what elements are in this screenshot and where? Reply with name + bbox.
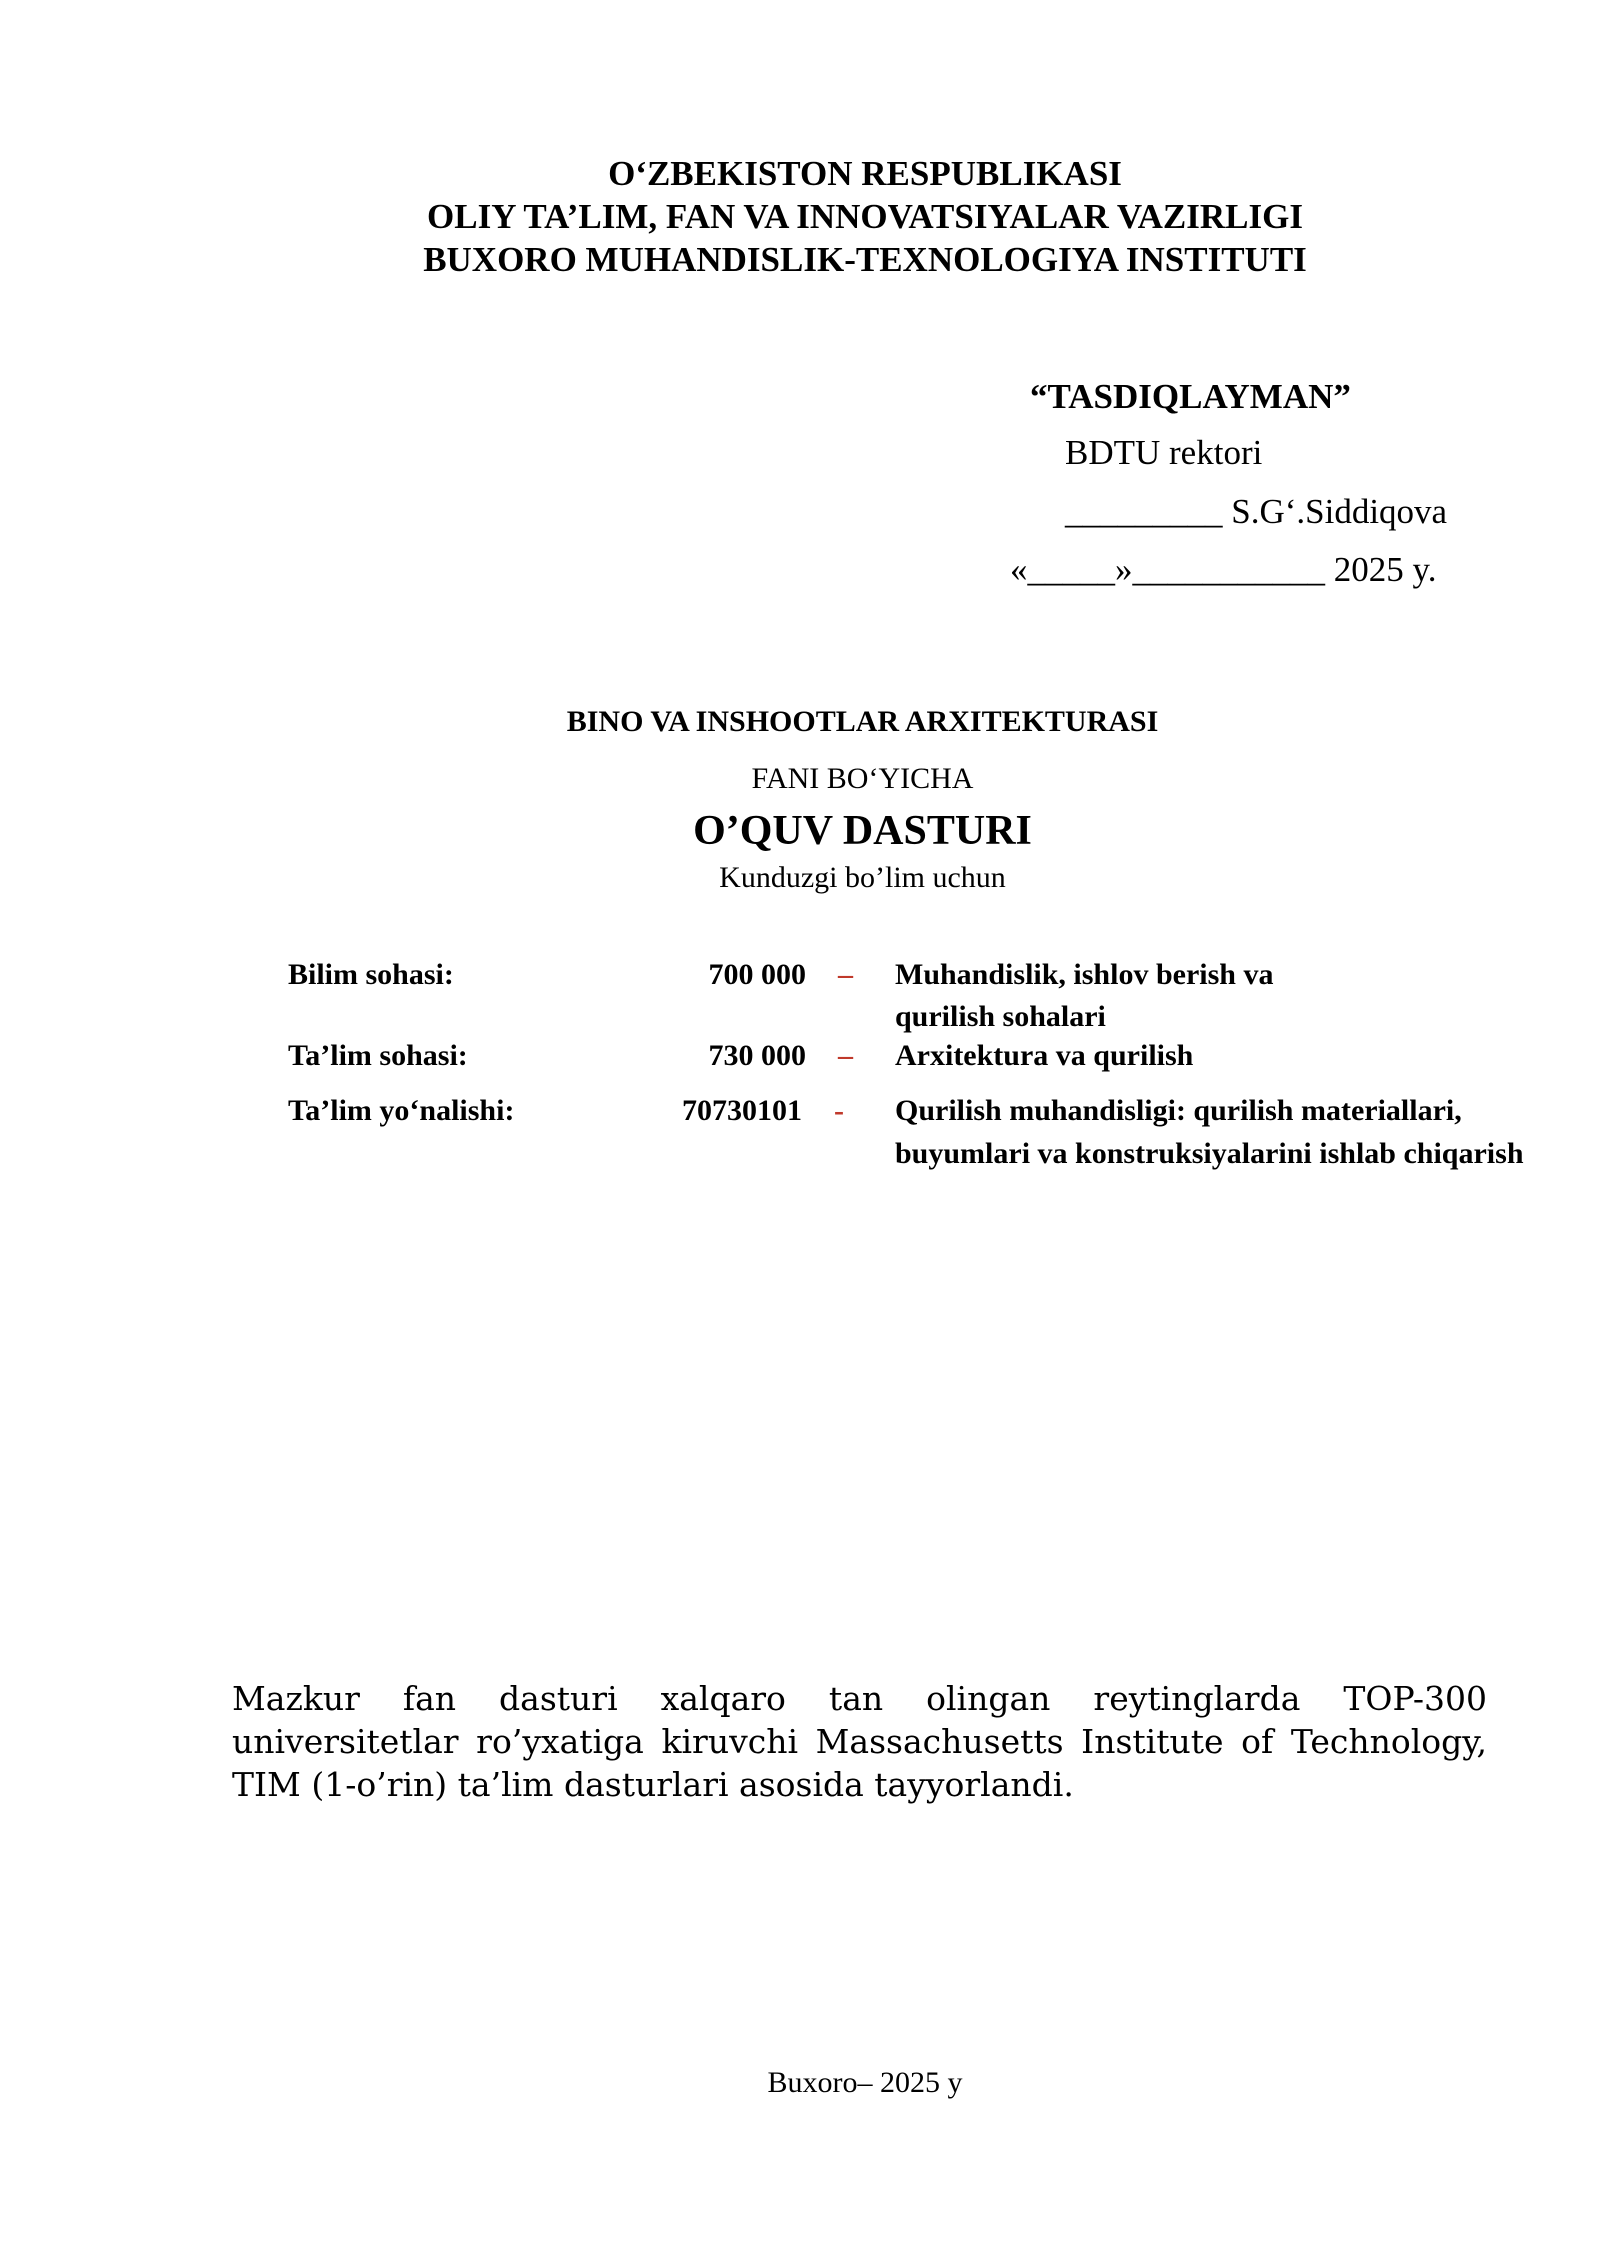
info-code-education-area: 730 000 (708, 1039, 806, 1072)
info-desc-education-area: Arxitektura va qurilish (895, 1039, 1194, 1072)
info-dash-direction: - (834, 1094, 844, 1127)
header-country: O‘ZBEKISTON RESPUBLIKASI (608, 154, 1122, 193)
program-basis-paragraph: Mazkur fan dasturi xalqaro tan olingan reytinglarda TOP-300 universitetlar ro’yxatiga kiruvchi Massachusetts Institute of Technology, TIM (1-o’rin) ta’lim dasturlari asosida tayyorlandi. (232, 1679, 1487, 1804)
info-desc-knowledge-line2: qurilish sohalari (895, 1000, 1106, 1033)
info-dash-education-area: – (838, 1039, 853, 1072)
subject-caption: FANI BO‘YICHA (751, 762, 974, 795)
header-ministry: OLIY TA’LIM, FAN VA INNOVATSIYALAR VAZIRLIGI (427, 197, 1303, 236)
info-label-knowledge: Bilim sohasi: (288, 958, 454, 991)
info-dash-knowledge: – (838, 958, 853, 991)
subject-title: BINO VA INSHOOTLAR ARXITEKTURASI (566, 705, 1159, 738)
info-label-direction: Ta’lim yo‘nalishi: (288, 1094, 515, 1127)
footer-place-year: Buxoro– 2025 y (767, 2066, 963, 2099)
info-label-education-area: Ta’lim sohasi: (288, 1039, 468, 1072)
study-mode: Kunduzgi bo’lim uchun (719, 861, 1006, 894)
info-code-direction: 70730101 (682, 1094, 802, 1127)
document-title: O’QUV DASTURI (693, 808, 1032, 854)
approval-stamp: “TASDIQLAYMAN” (1030, 377, 1351, 416)
info-code-knowledge: 700 000 (708, 958, 806, 991)
info-desc-direction-line2: buyumlari va konstruksiyalarini ishlab chiqarish (895, 1137, 1524, 1170)
approval-rector: BDTU rektori (1065, 433, 1263, 472)
info-desc-knowledge-line1: Muhandislik, ishlov berish va (895, 958, 1274, 991)
info-desc-direction-line1: Qurilish muhandisligi: qurilish materiallari, (895, 1094, 1462, 1127)
approval-signature-line: _________ S.G‘.Siddiqova (1065, 492, 1448, 531)
header-institute: BUXORO MUHANDISLIK-TEXNOLOGIYA INSTITUTI (423, 240, 1307, 279)
approval-date-line: «_____»___________ 2025 y. (1010, 550, 1437, 589)
